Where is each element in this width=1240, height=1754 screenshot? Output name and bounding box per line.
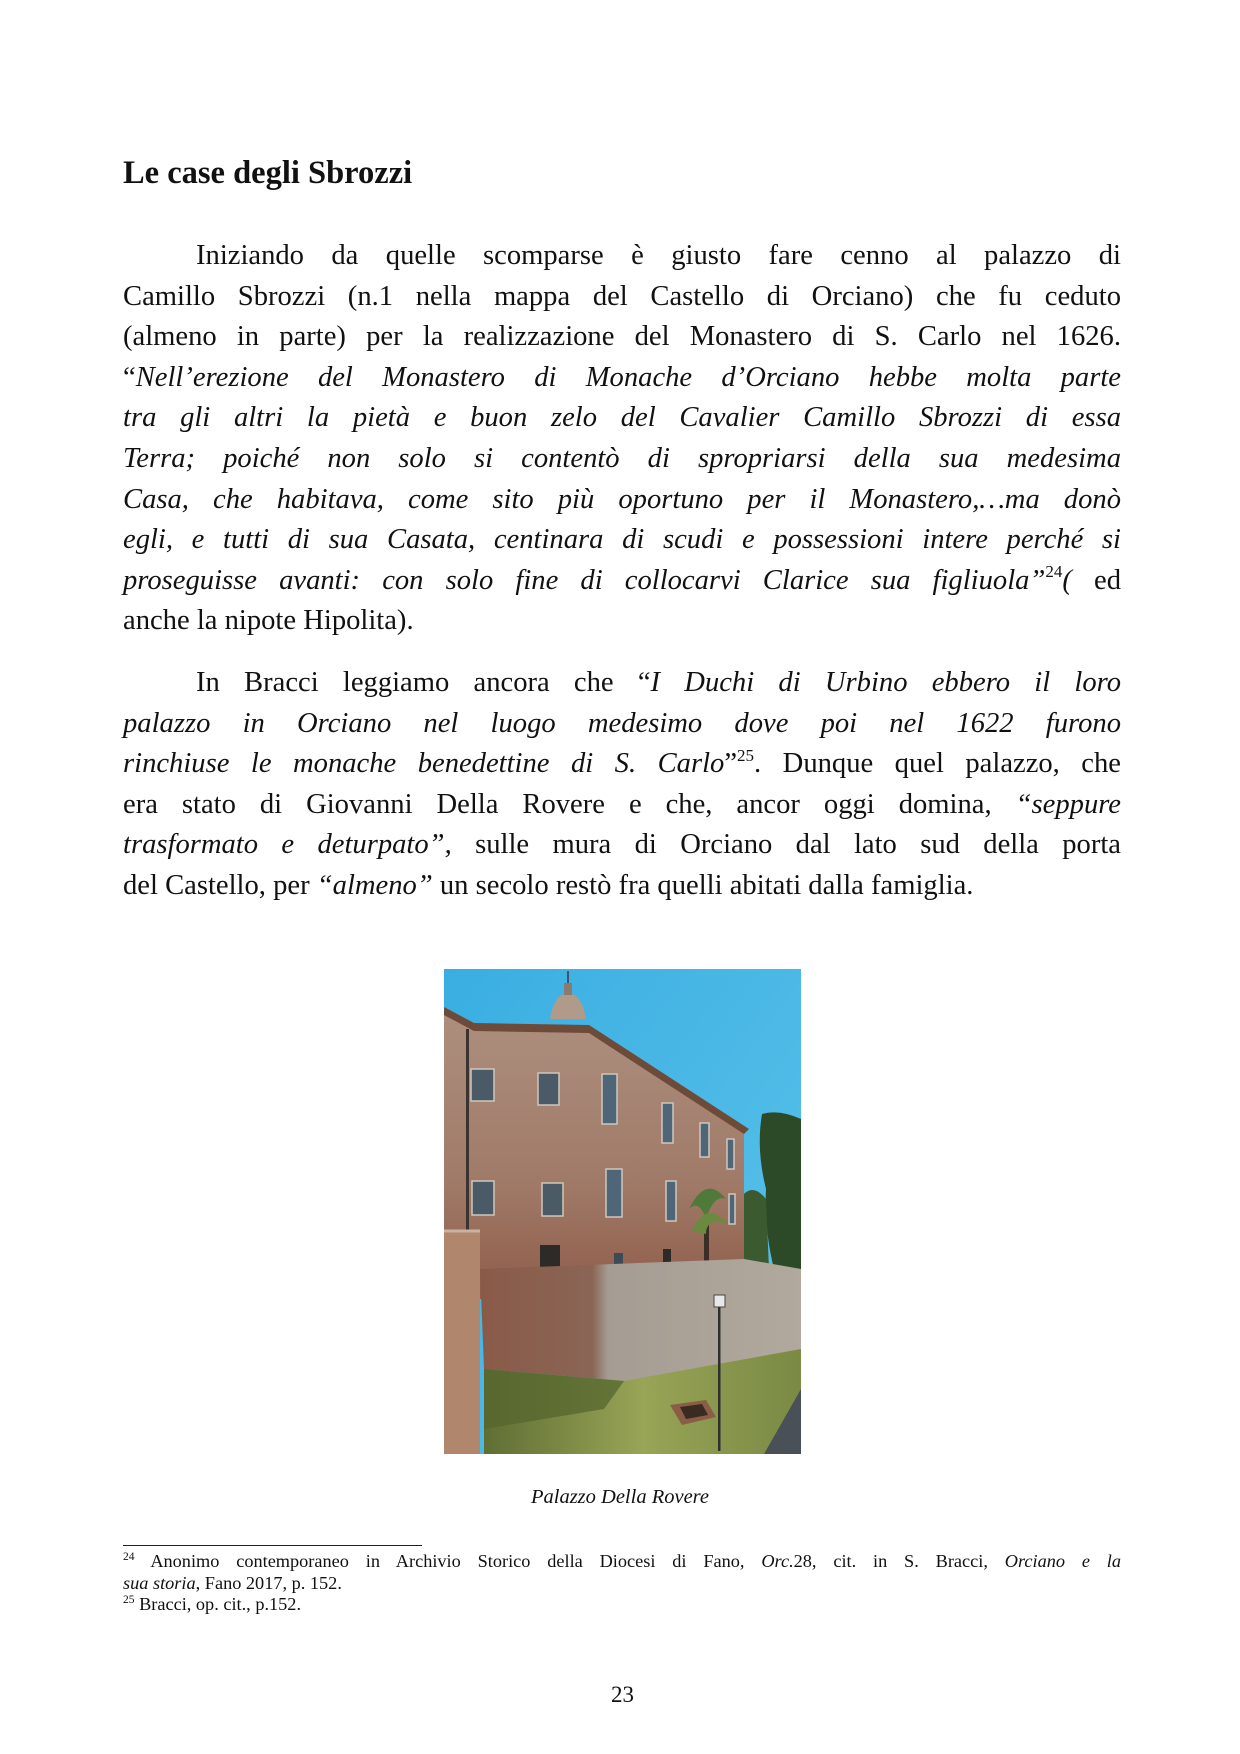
italic-quote-text: trasformato e deturpato”, bbox=[123, 829, 452, 861]
text-line bbox=[123, 358, 1121, 399]
text-line bbox=[123, 317, 1121, 358]
footnote-24-line-1 bbox=[123, 1551, 1121, 1573]
text-line bbox=[123, 704, 1121, 745]
text-run: . Dunque quel palazzo, che bbox=[754, 748, 1121, 780]
italic-quote-text: proseguisse avanti: con solo fine di collocarvi Clarice sua figliuola” bbox=[123, 564, 1046, 596]
text-run: (almeno in parte) per la realizzazione del Monastero di S. Carlo nel 1626. bbox=[123, 321, 1121, 353]
paragraph-1 bbox=[123, 236, 1121, 642]
italic-quote-text: Terra; poiché non solo si contentò di spropriarsi della sua medesima bbox=[123, 442, 1121, 474]
footnote-text: Anonimo contemporaneo in Archivio Storico della Diocesi di Fano, bbox=[134, 1551, 762, 1571]
italic-citation: Orciano e la bbox=[1004, 1551, 1122, 1571]
footnotes bbox=[123, 1551, 1121, 1616]
text-run: ” bbox=[724, 748, 738, 780]
text-run: “ bbox=[123, 361, 136, 393]
page-number: 23 bbox=[611, 1682, 634, 1707]
text-line bbox=[123, 439, 1121, 480]
text-line bbox=[123, 825, 1121, 866]
footnote-25 bbox=[123, 1594, 1121, 1616]
footnote-reference: 25 bbox=[737, 745, 755, 765]
italic-quote-text: “almeno” bbox=[316, 869, 433, 901]
text-line bbox=[123, 866, 1121, 907]
italic-quote-text: tra gli altri la pietà e buon zelo del Cavalier Camillo Sbrozzi di essa bbox=[123, 402, 1121, 434]
text-run: era stato di Giovanni Della Rovere e che, ancor oggi domina, bbox=[123, 788, 1016, 820]
italic-quote-text: egli, e tutti di sua Casata, centinara di scudi e possessioni intere perché si bbox=[123, 524, 1121, 556]
text-run: Iniziando da quelle scomparse è giusto fare cenno al palazzo di bbox=[196, 240, 1121, 271]
text-line bbox=[123, 480, 1121, 521]
paragraph-2 bbox=[123, 663, 1121, 907]
footnote-24-line-2 bbox=[123, 1573, 1121, 1595]
footnote-text: , Fano 2017, p. 152. bbox=[195, 1572, 342, 1593]
italic-quote-text: rinchiuse le monache benedettine di S. Carlo bbox=[123, 748, 725, 780]
italic-quote-text: I Duchi di Urbino ebbero il loro bbox=[650, 667, 1122, 698]
text-line bbox=[123, 277, 1121, 318]
text-line bbox=[123, 601, 1121, 642]
text-run: anche la nipote Hipolita). bbox=[123, 605, 414, 637]
italic-quote-text: ( bbox=[1062, 564, 1095, 596]
text-line bbox=[123, 785, 1121, 826]
text-line bbox=[123, 398, 1121, 439]
section-heading: Le case degli Sbrozzi bbox=[123, 155, 413, 191]
italic-quote-text: palazzo in Orciano nel luogo medesimo dove poi nel 1622 furono bbox=[123, 707, 1121, 739]
photo-palazzo-della-rovere bbox=[444, 969, 801, 1454]
italic-quote-text: Nell’erezione del Monastero di Monache d’Orciano hebbe molta parte bbox=[135, 361, 1121, 393]
text-line bbox=[123, 520, 1121, 561]
text-line bbox=[123, 561, 1121, 602]
text-run: un secolo restò fra quelli abitati dalla famiglia. bbox=[432, 869, 974, 901]
figure-caption: Palazzo Della Rovere bbox=[530, 1486, 709, 1508]
text-run: In Bracci leggiamo ancora che “ bbox=[196, 667, 651, 698]
footnote-reference: 24 bbox=[1045, 562, 1063, 582]
footnote-text: 28, cit. in S. Bracci, bbox=[793, 1551, 1005, 1571]
italic-quote-text: “seppure bbox=[1015, 788, 1121, 820]
footnote-25-marker: 25 bbox=[123, 1594, 135, 1607]
footnote-24-marker: 24 bbox=[123, 1550, 135, 1563]
text-run: Camillo Sbrozzi (n.1 nella mappa del Castello di Orciano) che fu ceduto bbox=[123, 280, 1121, 312]
footnote-separator bbox=[123, 1545, 422, 1546]
footnote-25-text: Bracci, op. cit., p.152. bbox=[134, 1594, 302, 1615]
text-line bbox=[123, 236, 1121, 277]
italic-citation: Orc. bbox=[761, 1551, 794, 1571]
text-run: del Castello, per bbox=[123, 869, 317, 901]
text-line bbox=[123, 663, 1121, 704]
italic-citation: sua storia bbox=[123, 1572, 196, 1593]
text-line bbox=[123, 744, 1121, 785]
text-run: sulle mura di Orciano dal lato sud della porta bbox=[451, 829, 1121, 861]
text-run: ed bbox=[1094, 564, 1122, 596]
italic-quote-text: Casa, che habitava, come sito più oportuno per il Monastero,…ma donò bbox=[123, 483, 1121, 515]
